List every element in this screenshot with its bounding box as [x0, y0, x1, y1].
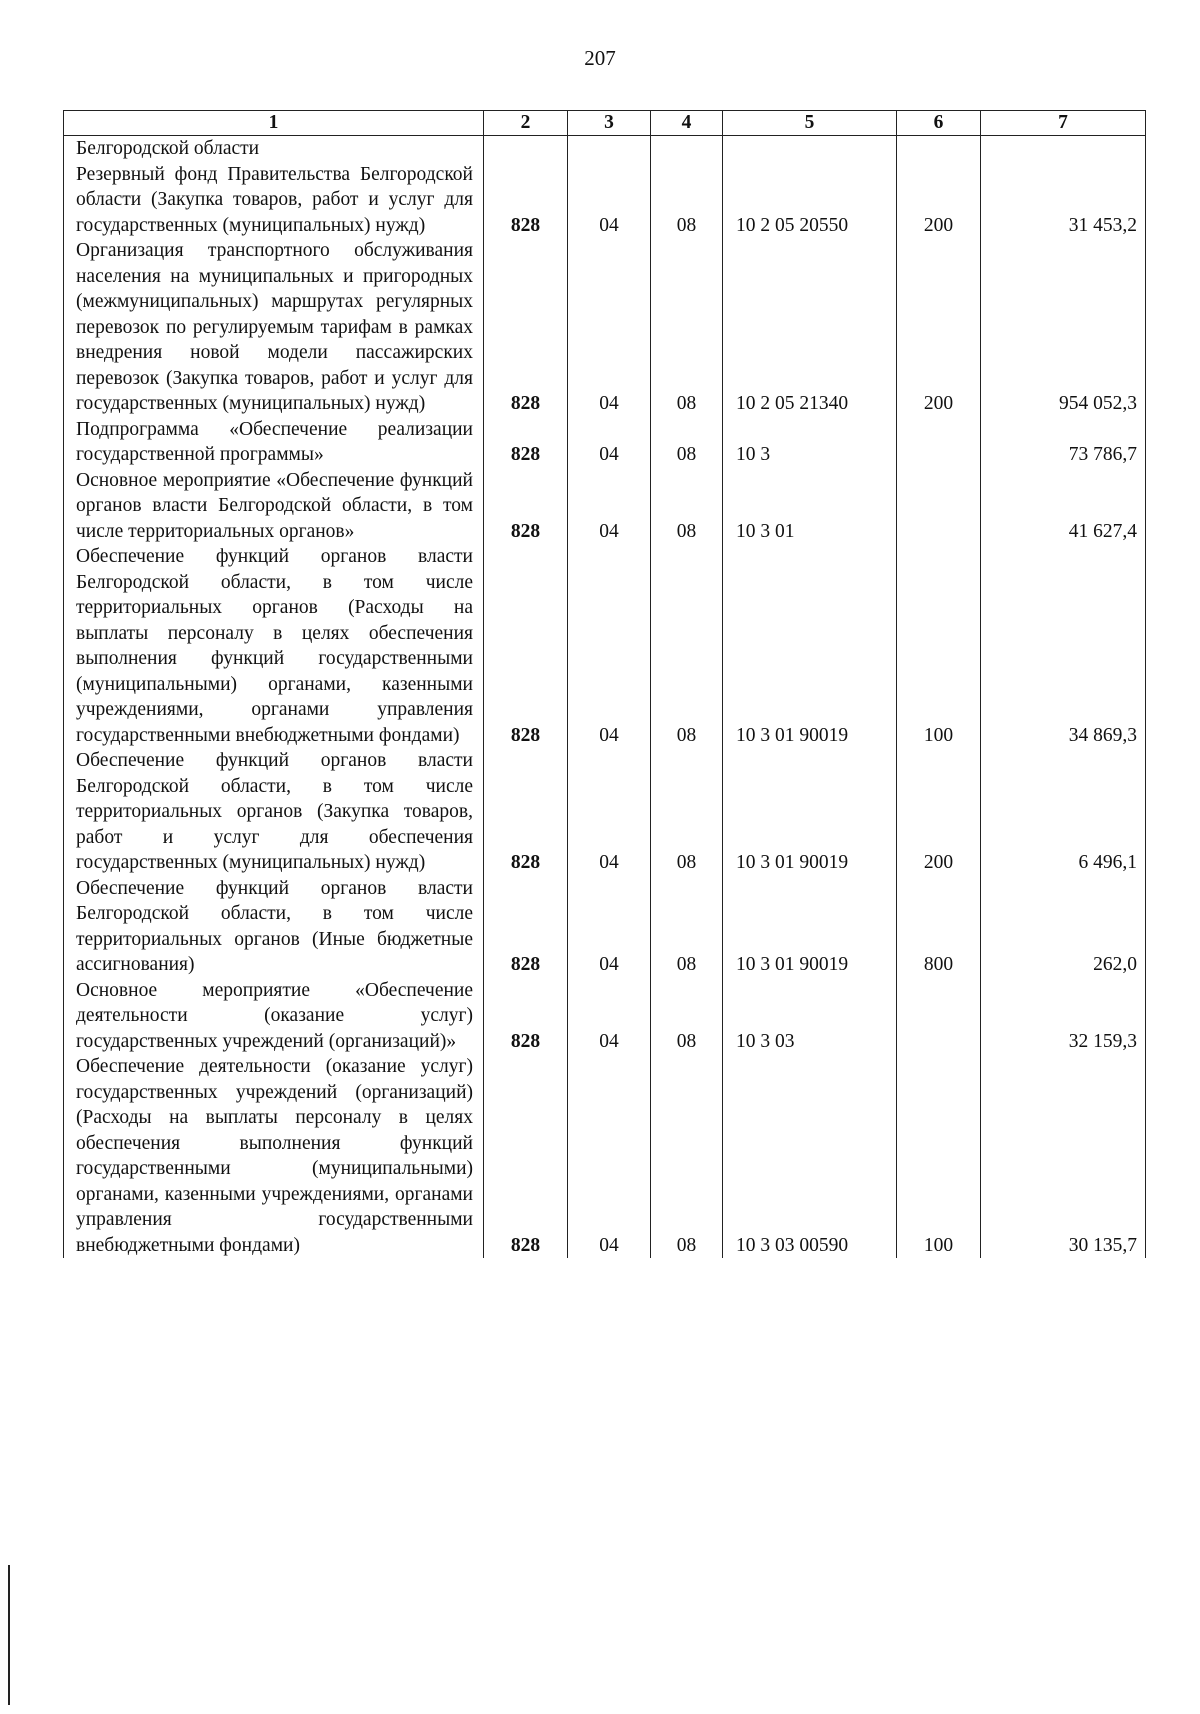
row-ministry-code: 828 [484, 238, 568, 417]
header-row [64, 111, 1146, 136]
row-amount: 31 453,2 [981, 162, 1146, 239]
budget-table [63, 110, 1146, 1258]
row-subsection: 08 [651, 1054, 723, 1258]
row-ministry-code: 828 [484, 876, 568, 978]
header-col-5: 5 [723, 111, 897, 136]
row-subsection: 08 [651, 876, 723, 978]
row-section: 04 [568, 876, 651, 978]
row-section: 04 [568, 544, 651, 748]
header-col-7: 7 [981, 111, 1146, 136]
row-subsection [651, 136, 723, 162]
row-name: Обеспечение функций органов власти Белгородской области, в том числе территориальных органов (Закупка товаров, работ и услуг для обеспечения государственных (муниципальных) нужд) [64, 748, 484, 876]
row-name: Основное мероприятие «Обеспечение функций органов власти Белгородской области, в том числе территориальных органов» [64, 468, 484, 545]
table-row [64, 1054, 1146, 1258]
table-row [64, 238, 1146, 417]
row-expense-type [897, 136, 981, 162]
row-ministry-code: 828 [484, 468, 568, 545]
table-row [64, 136, 1146, 162]
row-target-article: 10 3 03 [723, 978, 897, 1055]
row-target-article: 10 3 01 90019 [723, 544, 897, 748]
row-subsection: 08 [651, 544, 723, 748]
row-name: Резервный фонд Правительства Белгородской области (Закупка товаров, работ и услуг для государственных (муниципальных) нужд) [64, 162, 484, 239]
row-subsection: 08 [651, 748, 723, 876]
table-row [64, 978, 1146, 1055]
row-subsection: 08 [651, 978, 723, 1055]
row-name: Организация транспортного обслуживания населения на муниципальных и пригородных (межмуниципальных) маршрутах регулярных перевозок по регулируемым тарифам в рамках внедрения новой модели пассажирских перевозок (Закупка товаров, работ и услуг для государственных (муниципальных) нужд) [64, 238, 484, 417]
table-row [64, 876, 1146, 978]
row-subsection: 08 [651, 417, 723, 468]
table-row [64, 544, 1146, 748]
row-section: 04 [568, 238, 651, 417]
row-name: Белгородской области [64, 136, 484, 162]
row-expense-type: 200 [897, 748, 981, 876]
scan-edge-line [8, 1565, 10, 1705]
row-expense-type: 200 [897, 238, 981, 417]
row-expense-type: 200 [897, 162, 981, 239]
row-ministry-code: 828 [484, 162, 568, 239]
table-row [64, 468, 1146, 545]
row-section: 04 [568, 162, 651, 239]
row-ministry-code [484, 136, 568, 162]
header-col-3: 3 [568, 111, 651, 136]
row-section: 04 [568, 978, 651, 1055]
row-expense-type [897, 417, 981, 468]
row-subsection: 08 [651, 238, 723, 417]
row-section: 04 [568, 417, 651, 468]
row-name: Подпрограмма «Обеспечение реализации государственной программы» [64, 417, 484, 468]
row-target-article: 10 3 01 90019 [723, 748, 897, 876]
row-expense-type: 100 [897, 1054, 981, 1258]
row-section [568, 136, 651, 162]
row-subsection: 08 [651, 162, 723, 239]
row-ministry-code: 828 [484, 748, 568, 876]
row-amount: 32 159,3 [981, 978, 1146, 1055]
row-name: Основное мероприятие «Обеспечение деятельности (оказание услуг) государственных учреждений (организаций)» [64, 978, 484, 1055]
row-amount: 30 135,7 [981, 1054, 1146, 1258]
row-amount: 73 786,7 [981, 417, 1146, 468]
row-ministry-code: 828 [484, 1054, 568, 1258]
row-amount: 262,0 [981, 876, 1146, 978]
header-col-4: 4 [651, 111, 723, 136]
row-target-article: 10 3 01 90019 [723, 876, 897, 978]
header-col-1: 1 [64, 111, 484, 136]
row-amount [981, 136, 1146, 162]
table-row [64, 748, 1146, 876]
page-number: 207 [584, 46, 616, 70]
row-subsection: 08 [651, 468, 723, 545]
row-target-article: 10 3 03 00590 [723, 1054, 897, 1258]
table-row [64, 162, 1146, 239]
row-expense-type: 100 [897, 544, 981, 748]
row-target-article: 10 2 05 20550 [723, 162, 897, 239]
row-expense-type [897, 468, 981, 545]
header-col-2: 2 [484, 111, 568, 136]
row-expense-type [897, 978, 981, 1055]
row-name: Обеспечение функций органов власти Белгородской области, в том числе территориальных органов (Расходы на выплаты персоналу в целях обеспечения выполнения функций государственными (муниципальными) органами, казенными учреждениями, органами управления государственными внебюджетными фондами) [64, 544, 484, 748]
row-section: 04 [568, 1054, 651, 1258]
row-target-article: 10 3 [723, 417, 897, 468]
row-ministry-code: 828 [484, 544, 568, 748]
row-target-article: 10 2 05 21340 [723, 238, 897, 417]
row-amount: 954 052,3 [981, 238, 1146, 417]
row-section: 04 [568, 468, 651, 545]
row-ministry-code: 828 [484, 978, 568, 1055]
row-target-article [723, 136, 897, 162]
row-expense-type: 800 [897, 876, 981, 978]
row-amount: 34 869,3 [981, 544, 1146, 748]
row-ministry-code: 828 [484, 417, 568, 468]
row-amount: 6 496,1 [981, 748, 1146, 876]
row-section: 04 [568, 748, 651, 876]
row-amount: 41 627,4 [981, 468, 1146, 545]
row-target-article: 10 3 01 [723, 468, 897, 545]
row-name: Обеспечение функций органов власти Белгородской области, в том числе территориальных органов (Иные бюджетные ассигнования) [64, 876, 484, 978]
row-name: Обеспечение деятельности (оказание услуг) государственных учреждений (организаций) (Расходы на выплаты персоналу в целях обеспечения выполнения функций государственными (муниципальными) органами, казенными учреждениями, органами управления государственными внебюджетными фондами) [64, 1054, 484, 1258]
table-row [64, 417, 1146, 468]
header-col-6: 6 [897, 111, 981, 136]
